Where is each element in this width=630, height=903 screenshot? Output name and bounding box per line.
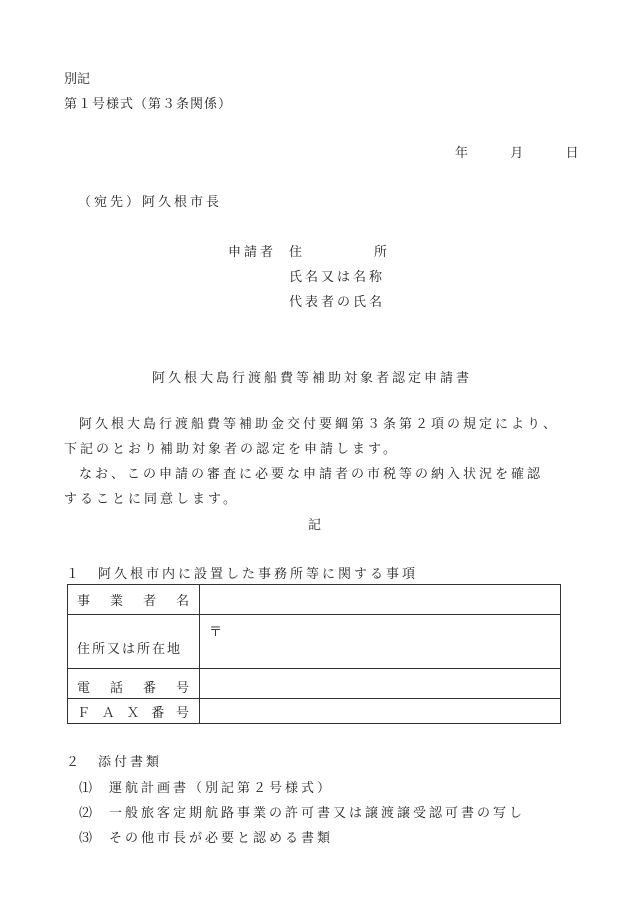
table-row [68, 585, 561, 615]
applicant-representative-label: 代表者の氏名 [289, 295, 386, 310]
table-row [68, 669, 561, 699]
attachment-item [79, 802, 525, 821]
label-business-name [68, 585, 200, 615]
label-char: 名 [175, 594, 189, 609]
office-info-table [67, 584, 561, 724]
body-line-4: することに同意します。 [64, 492, 239, 507]
applicant-label: 申請者 [228, 245, 277, 260]
ki-heading: 記 [308, 518, 322, 533]
applicant-address-label [289, 241, 387, 260]
value-business-name[interactable] [200, 585, 561, 615]
item-number: ⑶ [79, 831, 93, 846]
item-number: ⑴ [79, 781, 93, 796]
label-phone: 電 話 番 号 [68, 669, 200, 699]
section-1-heading: １ 阿久根市内に設置した事務所等に関する事項 [66, 567, 419, 582]
address-char-1: 住 [289, 245, 303, 260]
body-line-2: 下記のとおり補助対象者の認定を申請します。 [64, 442, 399, 457]
item-text: その他市長が必要と認める書類 [109, 831, 334, 846]
section-2-heading: ２ 添付書類 [66, 755, 163, 770]
date-month: 月 [510, 146, 524, 161]
postal-mark: 〒 [209, 625, 223, 640]
addressee: （宛先）阿久根市長 [78, 195, 223, 210]
table-row [68, 615, 561, 669]
label-char: 業 [109, 594, 123, 609]
value-phone[interactable] [200, 669, 561, 699]
attachment-item [79, 827, 333, 846]
label-char: 者 [142, 594, 156, 609]
date-day: 日 [565, 146, 579, 161]
applicant-name-label: 氏名又は名称 [289, 270, 386, 285]
attachment-item [79, 777, 333, 796]
annex-label: 別記 [64, 72, 91, 87]
item-number: ⑵ [79, 806, 93, 821]
body-line-1: 阿久根大島行渡船費等補助金交付要綱第３条第２項の規定により、 [79, 417, 560, 432]
body-line-3: なお、この申請の審査に必要な申請者の市税等の納入状況を確認 [79, 467, 544, 482]
document-title: 阿久根大島行渡船費等補助対象者認定申請書 [152, 371, 473, 386]
label-char: 事 [77, 594, 91, 609]
value-fax[interactable] [200, 699, 561, 724]
value-address[interactable] [200, 615, 561, 669]
date-line [455, 142, 579, 161]
table-row [68, 699, 561, 724]
label-fax: Ｆ Ａ Ｘ 番 号 [68, 699, 200, 724]
address-char-2: 所 [373, 245, 387, 260]
item-text: 運航計画書（別記第２号様式） [109, 781, 334, 796]
form-number: 第１号様式（第３条関係） [64, 97, 233, 112]
date-year: 年 [455, 146, 469, 161]
item-text: 一般旅客定期航路事業の許可書又は譲渡譲受認可書の写し [109, 806, 526, 821]
label-address: 住所又は所在地 [68, 615, 200, 669]
